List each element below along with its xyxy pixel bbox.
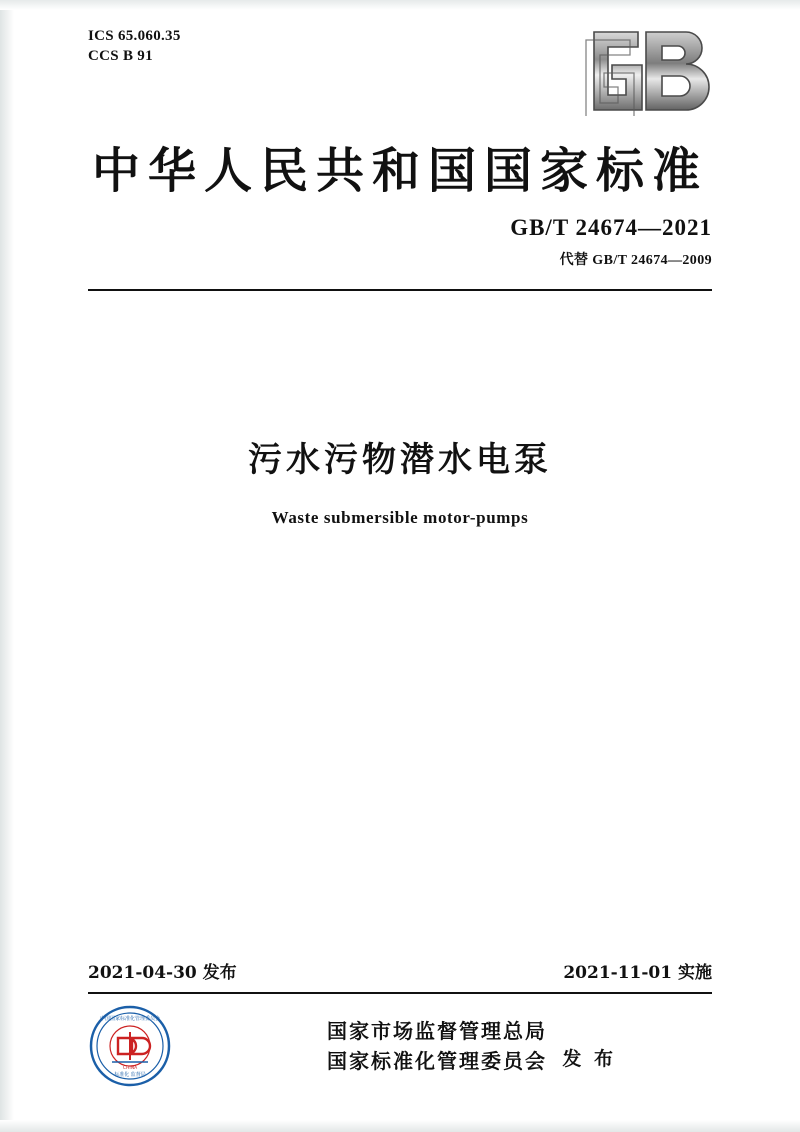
issuer-row <box>88 1004 712 1088</box>
document-title-cn: 污水污物潜水电泵 <box>248 440 552 480</box>
effective-date: 2021-11-01 实施 <box>563 963 712 983</box>
standard-number-block <box>510 215 712 269</box>
issue-date: 2021-04-30 发布 <box>88 963 237 983</box>
classification-codes <box>88 26 181 66</box>
dates-row <box>88 958 712 983</box>
document-title-en: Waste submersible motor-pumps <box>271 508 529 527</box>
issuer-line-2: 国家标准化管理委员会 <box>327 1049 547 1073</box>
issuer-line-1: 国家市场监督管理总局 <box>327 1019 547 1043</box>
svg-text:CHINA: CHINA <box>122 1066 138 1071</box>
gb-logo-icon <box>542 26 722 116</box>
svg-text:中国国家标准化管理委员会: 中国国家标准化管理委员会 <box>99 1016 161 1022</box>
china-standards-seal-icon <box>88 1004 172 1088</box>
page-title: 中华人民共和国国家标准 <box>91 143 708 199</box>
footer-divider <box>88 992 712 994</box>
ccs-code: CCS B 91 <box>88 48 153 64</box>
replaced-standard: 代替 GB/T 24674—2009 <box>559 253 712 268</box>
svg-text:标准化 监督局: 标准化 监督局 <box>114 1072 146 1078</box>
publish-word: 发 布 <box>562 1048 616 1070</box>
issuer-block <box>172 1016 712 1076</box>
header-divider <box>88 289 712 291</box>
standard-number: GB/T 24674—2021 <box>510 215 712 240</box>
ics-code: ICS 65.060.35 <box>88 28 181 44</box>
